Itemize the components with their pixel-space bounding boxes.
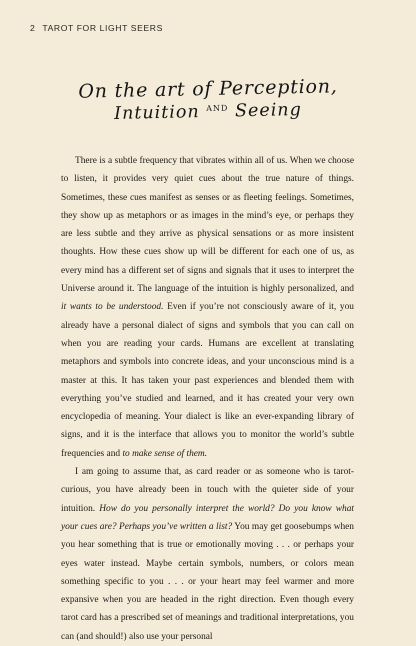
chapter-title-line1: On the art of Perception, [78,75,338,103]
paragraph-2-emphasis-a: How do you personally interpret the world? Do you know what your cues are? Perhaps you’ve written a list? [61,503,354,532]
running-header [30,23,163,33]
paragraph-2-text-a: I am going to assume that, as card reader or as someone who is tarot-curious, you have already been in touch with the quieter side of your intuition. [61,467,354,514]
paragraph-2-text-b: You may get goosebumps when you hear something that is true or emotionally moving . . . or perhaps your eyes water instead. Maybe certain symbols, numbers, or colors mean something specific to you . . . or your heart may feel warmer and more expansive when you are headed in the right direction. Even though every tarot card has a prescribed set of meanings and traditional interpretations, you can (and should!) also use your personal [61,521,354,642]
body-text [61,152,354,646]
paragraph-1-text-a: There is a subtle frequency that vibrates within all of us. When we choose to listen, it provides very quiet cues about the true nature of things. Sometimes, these cues manifest as senses or as fleeting feelings. Sometimes, they show up as metaphors or as images in the mind’s eye, or perhaps they are less subtle and they arrive as physical sensations or as more insistent thoughts. How these cues show up will be different for each one of us, as every mind has a different set of signs and signals that it uses to interpret the Universe around it. The language of the intuition is highly personalized, and [61,156,354,295]
page-number: 2 [30,23,36,33]
paragraph-1-emphasis-b: to make sense of them. [122,448,208,459]
book-title: TAROT FOR LIGHT SEERS [42,23,163,33]
chapter-title [0,75,416,124]
chapter-title-and: AND [206,103,229,114]
paragraph-1 [61,152,354,463]
paragraph-1-emphasis-a: it wants to be understood. [61,302,164,313]
chapter-title-seeing: Seeing [234,100,303,122]
paragraph-1-text-b: Even if you’re not consciously aware of it, you already have a personal dialect of signs and symbols that you can call on when you are reading your cards. Humans are excellent at translating metaphors and symbols into concrete ideas, and your unconscious mind is a master at this. It has taken your past experiences and blended them with everything you’ve studied and learned, and it has created your very own encyclopedia of meaning. Your dialect is like an ever-expanding library of signs, and it is the interface that allows you to monitor the world’s subtle frequencies and [61,302,354,459]
chapter-title-intuition: Intuition [113,102,200,124]
paragraph-2 [61,463,354,646]
